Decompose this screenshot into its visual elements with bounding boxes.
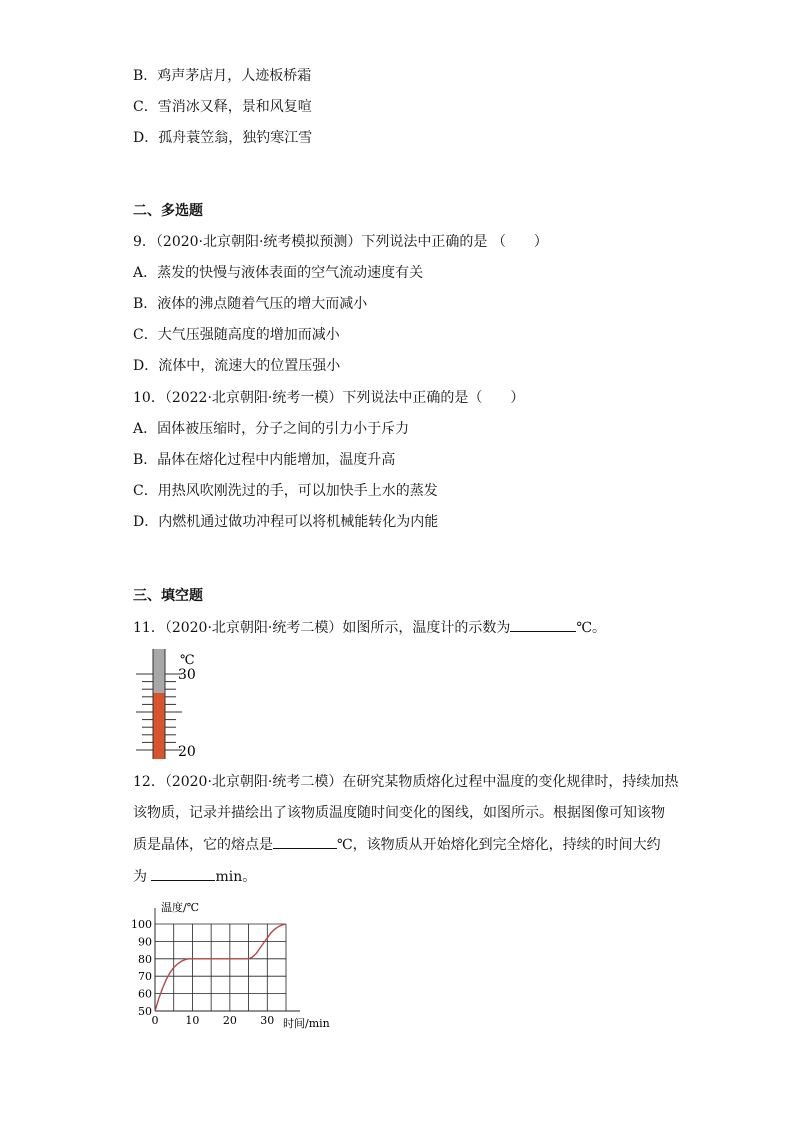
chart-y-tick-label: 90: [138, 935, 152, 949]
q9-option-c: C．大气压强随高度的增加而减小: [133, 327, 340, 343]
chart-x-tick-label: 20: [222, 1014, 237, 1027]
chart-y-tick-label: 80: [138, 952, 152, 966]
q8-option-b: B．鸡声茅店月，人迹板桥霜: [133, 68, 312, 84]
chart-y-tick-labels: [131, 918, 152, 1018]
q12-line-4: [133, 866, 256, 887]
q10-option-c: C．用热风吹刚洗过的手，可以加快手上水的蒸发: [133, 483, 438, 499]
thermometer-liquid-column: [153, 693, 165, 759]
melting-curve-chart: [128, 896, 338, 1036]
q9-option-a: A．蒸发的快慢与液体表面的空气流动速度有关: [133, 265, 424, 281]
q12-line-3: [133, 834, 661, 855]
q11-stem: [133, 617, 606, 638]
q10-option-d: D．内燃机通过做功冲程可以将机械能转化为内能: [133, 514, 439, 530]
q12-duration-blank[interactable]: [151, 866, 215, 881]
chart-x-tick-labels: [152, 1014, 275, 1027]
q12-line-1: 12．（2020·北京朝阳·统考二模）在研究某物质熔化过程中温度的变化规律时，持续加热: [133, 774, 679, 790]
q10-option-a: A．固体被压缩时，分子之间的引力小于斥力: [133, 421, 410, 437]
q10-stem: 10．（2022·北京朝阳·统考一模）下列说法中正确的是（ ）: [133, 390, 525, 406]
q11-stem-text: 11．（2020·北京朝阳·统考二模）如图所示，温度计的示数为: [133, 620, 511, 636]
q9-stem: 9．（2020·北京朝阳·统考模拟预测）下列说法中正确的是 （ ）: [133, 234, 548, 250]
q9-option-d: D．流体中，流速大的位置压强小: [133, 358, 341, 374]
q12-line-2: 该物质，记录并描绘出了该物质温度随时间变化的图线，如图所示。根据图像可知该物: [133, 805, 665, 821]
chart-x-tick-label: 0: [151, 1014, 159, 1027]
q10-option-b: B．晶体在熔化过程中内能增加，温度升高: [133, 452, 396, 468]
section-heading-fill-in: 三、填空题: [133, 588, 203, 604]
q8-option-d: D．孤舟蓑笠翁，独钓寒江雪: [133, 130, 313, 146]
temperature-curve: [155, 924, 286, 1011]
q9-option-b: B．液体的沸点随着气压的增大而减小: [133, 296, 368, 312]
q11-stem-unit: ℃。: [576, 620, 607, 636]
chart-y-tick-label: 100: [131, 918, 152, 931]
thermometer-label-20: 20: [178, 744, 196, 760]
thermometer-label-30: 30: [178, 667, 196, 683]
thermometer-figure: [128, 645, 208, 763]
chart-y-axis-label: 温度/℃: [161, 901, 200, 914]
q12-line-3-rest: ℃，该物质从开始熔化到完全熔化，持续的时间大约: [337, 837, 661, 853]
chart-x-tick-label: 30: [260, 1014, 275, 1027]
section-heading-multiple-choice: 二、多选题: [133, 203, 203, 219]
q12-line-4-text: 为: [133, 869, 152, 885]
chart-y-tick-label: 70: [138, 970, 152, 984]
q12-melting-point-blank[interactable]: [273, 834, 337, 849]
q8-option-c: C．雪消冰又释，景和风复喧: [133, 99, 312, 115]
chart-x-axis-label: 时间/min: [283, 1017, 330, 1030]
thermometer-unit-label: ℃: [180, 653, 195, 668]
q12-line-3-text: 质是晶体，它的熔点是: [133, 837, 273, 853]
chart-x-tick-label: 10: [185, 1014, 200, 1027]
q12-line-4-unit: min。: [215, 869, 257, 885]
chart-y-tick-label: 60: [138, 987, 152, 1001]
q11-answer-blank[interactable]: [510, 617, 576, 632]
chart-y-tick-label: 50: [138, 1005, 152, 1018]
